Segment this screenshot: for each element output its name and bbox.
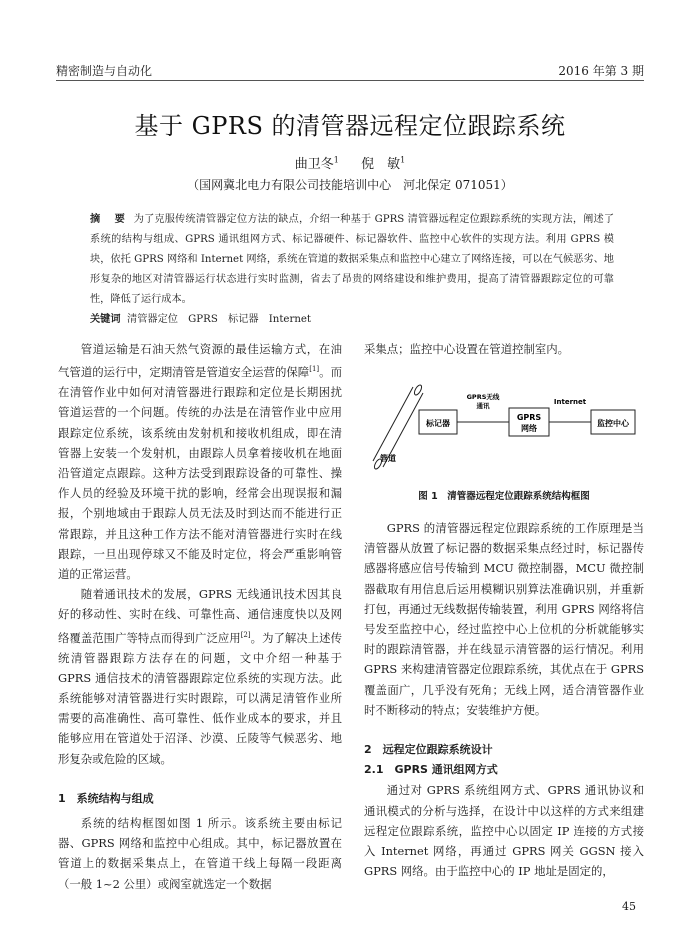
- section-heading: 2 远程定位跟踪系统设计: [364, 743, 493, 757]
- author-affil-mark: 1: [333, 155, 339, 165]
- intro-paragraph: 管道运输是石油天然气资源的最佳运输方式，在油气管道的运行中，定期清管是管道安全运营的保障[1]。而在清管作业中如何对清管器进行跟踪和定位是长期困扰管道运营的一个问题。传统的办法是在清管作业中应用跟踪定位系统，该系统由发射机和接收机组成，即在清管器上安装一个发射机，由跟踪人员拿着接收机在地面沿管道定点跟踪。这种方法受到跟踪设备的可靠性、操作人员的经验及环境干扰的影响，经常会出现误报和漏报，个别地域由于跟踪人员无法及时到达而不能进行正常跟踪，并且这种工作方法不能对清管器进行实时在线跟踪，一旦出现停球又不能及时定位，将会严重影响管道的正常运营。: [58, 342, 342, 582]
- page-number: 45: [622, 900, 636, 913]
- intro-paragraph: 随着通讯技术的发展，GPRS 无线通讯技术因其良好的移动性、实时在线、可靠性高、通信速度快以及网络覆盖范围广等特点而得到广泛应用[2]。为了解决上述传统清管器跟踪方法存在的问题，文中介绍一种基于 GPRS 通信技术的清管器跟踪定位系统的实现方法。此系统能够对清管器进行实时跟踪，可以满足清管作业所需要的高准确性、高可靠性、低作业成本的要求，并且能够应用在管道处于沼泽、沙漠、丘陵等气候恶劣、地形复杂或危险的区域。: [58, 587, 342, 766]
- marker-label: 标记器: [426, 419, 450, 428]
- link-label: GPRS无线: [466, 393, 500, 401]
- monitor-center-label: 监控中心: [597, 419, 629, 428]
- paper-title: 基于 GPRS 的清管器远程定位跟踪系统: [134, 112, 566, 140]
- keywords-label: 关键词: [90, 314, 121, 325]
- subsection-heading: 2.1 GPRS 通讯组网方式: [364, 763, 498, 777]
- link-label: 通讯: [476, 402, 490, 410]
- author-name: 曲卫冬: [294, 157, 334, 172]
- body-paragraph: 采集点；监控中心设置在管道控制室内。: [364, 342, 570, 356]
- abstract-label: 摘 要: [90, 214, 127, 225]
- author-affil-mark: 1: [400, 155, 406, 165]
- right-column-body: [364, 518, 644, 881]
- issue-number: 2016 年第 3 期: [558, 64, 644, 78]
- pipe-label: 管道: [380, 454, 396, 463]
- link-label: Internet: [553, 398, 587, 406]
- author-name: 倪 敏: [361, 157, 401, 172]
- keywords: 清管器定位 GPRS 标记器 Internet: [127, 314, 312, 325]
- citation: [2]: [240, 630, 251, 639]
- header-rule: [56, 80, 644, 81]
- journal-name: 精密制造与自动化: [56, 64, 153, 78]
- left-column: [58, 339, 342, 894]
- affiliation: （国网冀北电力有限公司技能培训中心 河北保定 071051）: [187, 178, 513, 192]
- abstract: [90, 210, 614, 330]
- gprs-network-label: GPRS: [516, 413, 542, 422]
- section-heading: 1 系统结构与组成: [58, 791, 154, 805]
- right-column-top: [364, 339, 644, 359]
- body-paragraph: GPRS 的清管器远程定位跟踪系统的工作原理是当清管器从放置了标记器的数据采集点经过时，标记器传感器将感应信号传输到 MCU 微控制器，MCU 微控制器截取有用信息后运用模糊识别算法准确识别，并重新打包，再通过无线数据传输装置，利用 GPRS 网络将信号发至监控中心，经过监控中心上位机的分析就能够实时的跟踪清管器，并在线显示清管器的运行情况。利用 GPRS 来构建清管器定位跟踪系统，其优点在于 GPRS 覆盖面广，几乎没有死角；无线上网，适合清管器作业时不断移动的特点；安装维护方便。: [364, 521, 644, 717]
- body-paragraph: 系统的结构框图如图 1 所示。该系统主要由标记器、GPRS 网络和监控中心组成。其中，标记器放置在管道上的数据采集点上，在管道干线上每隔一段距离（一般 1~2 公里）或阀室就选定一个数据: [58, 816, 342, 891]
- body-paragraph: 通过对 GPRS 系统组网方式、GPRS 通讯协议和通讯模式的分析与选择，在设计中以这样的方式来组建远程定位跟踪系统，监控中心以固定 IP 连接的方式接入 Internet 网络，再通过 GPRS 网关 GGSN 接入 GPRS 网络。由于监控中心的 IP 地址是固定的，: [364, 783, 644, 879]
- abstract-text: 为了克服传统清管器定位方法的缺点，介绍一种基于 GPRS 清管器远程定位跟踪系统的实现方法，阐述了系统的结构与组成、GPRS 通讯组网方式、标记器硬件、标记器软件、监控中心软件的实现方法。利用 GPRS 模块，依托 GPRS 网络和 Internet 网络，系统在管道的数据采集点和监控中心建立了网络连接，可以在气候恶劣、地形复杂的地区对清管器运行状态进行实时监测，省去了昂贵的网络建设和维护费用，提高了清管器跟踪定位的可靠性，降低了运行成本。: [90, 214, 615, 305]
- author-list: [0, 153, 700, 172]
- figure-caption: 图 1 清管器远程定位跟踪系统结构框图: [418, 491, 590, 502]
- system-diagram: [364, 378, 644, 478]
- gprs-network-label: 网络: [521, 424, 537, 433]
- citation: [1]: [309, 365, 320, 374]
